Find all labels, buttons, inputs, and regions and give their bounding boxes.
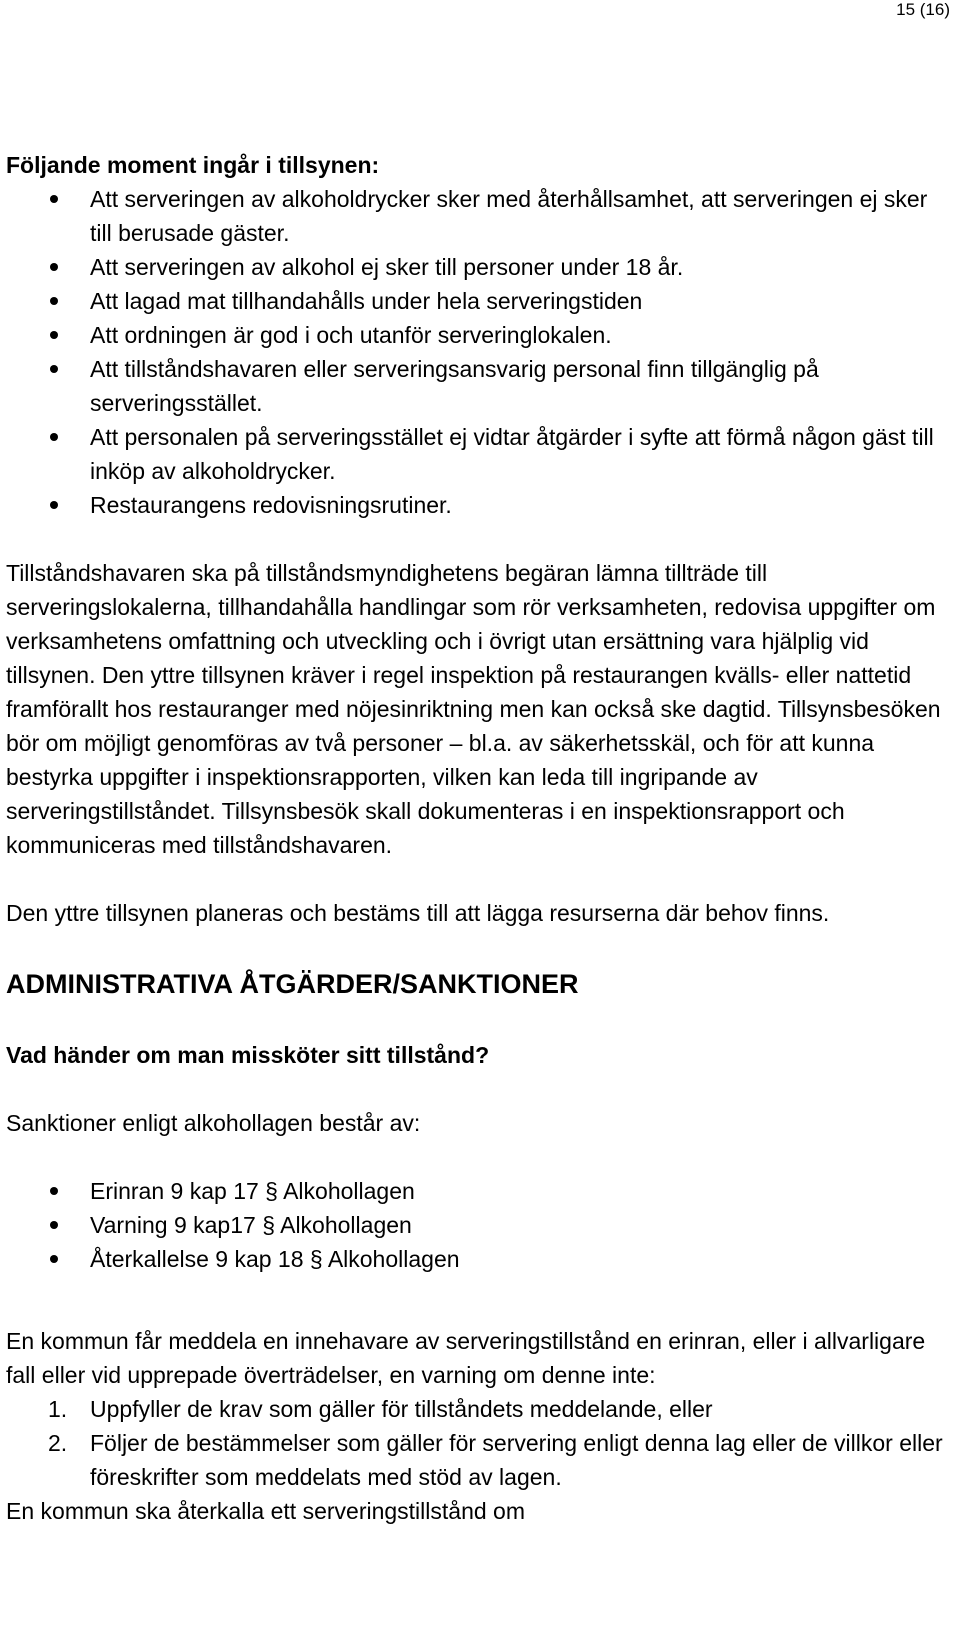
list-text: Följer de bestämmelser som gäller för servering enligt denna lag eller de villkor eller föreskrifter som meddelats med stöd av lagen. <box>90 1430 943 1490</box>
list-item: Att personalen på serveringsstället ej vidtar åtgärder i syfte att förmå någon gäst till inköp av alkoholdrycker. <box>6 420 954 488</box>
list-item: Restaurangens redovisningsrutiner. <box>6 488 954 522</box>
list-item: Att serveringen av alkohol ej sker till personer under 18 år. <box>6 250 954 284</box>
revocation-line: En kommun ska återkalla ett serveringstillstånd om <box>6 1498 525 1524</box>
list-item: Att lagad mat tillhandahålls under hela serveringstiden <box>6 284 954 318</box>
sanctions-subheading: Vad händer om man missköter sitt tillstånd? <box>6 1042 490 1068</box>
list-number: 1. <box>48 1396 68 1422</box>
section-title: ADMINISTRATIVA ÅTGÄRDER/SANKTIONER <box>6 969 579 999</box>
supervision-heading: Följande moment ingår i tillsynen: <box>6 152 380 178</box>
supervision-list <box>6 182 954 522</box>
sanctions-intro: Sanktioner enligt alkohollagen består av: <box>6 1110 421 1136</box>
warning-paragraph: En kommun får meddela en innehavare av serveringstillstånd en erinran, eller i allvarligare fall eller vid upprepade överträdelser, en varning om denne inte: <box>6 1328 926 1388</box>
list-item: Erinran 9 kap 17 § Alkohollagen <box>6 1174 954 1208</box>
list-item: Återkallelse 9 kap 18 § Alkohollagen <box>6 1242 954 1276</box>
list-item <box>6 1392 954 1426</box>
list-item <box>6 1426 954 1494</box>
planning-paragraph: Den yttre tillsynen planeras och bestäms till att lägga resurserna där behov finns. <box>6 900 830 926</box>
sanctions-list <box>6 1174 954 1276</box>
list-text: Uppfyller de krav som gäller för tillståndets meddelande, eller <box>90 1396 713 1422</box>
list-item: Att ordningen är god i och utanför serveringlokalen. <box>6 318 954 352</box>
list-number: 2. <box>48 1430 68 1456</box>
list-item: Att serveringen av alkoholdrycker sker med återhållsamhet, att serveringen ej sker till berusade gäster. <box>6 182 954 250</box>
supervision-paragraph: Tillståndshavaren ska på tillståndsmyndighetens begäran lämna tillträde till serveringslokalerna, tillhandahålla handlingar som rör verksamheten, redovisa uppgifter om verksamhetens omfattning och utveckling och i övrigt utan ersättning vara hjälplig vid tillsynen. Den yttre tillsynen kräver i regel inspektion på restaurangen kvälls- eller nattetid framförallt hos restauranger med nöjesinriktning men kan också ske dagtid. Tillsynsbesöken bör om möjligt genomföras av två personer – bl.a. av säkerhetsskäl, och för att kunna bestyrka uppgifter i inspektionsrapporten, vilken kan leda till ingripande av serveringstillståndet. Tillsynsbesök skall dokumenteras i en inspektionsrapport och kommuniceras med tillståndshavaren. <box>6 560 941 858</box>
conditions-list <box>6 1392 954 1494</box>
list-item: Att tillståndshavaren eller serveringsansvarig personal finn tillgänglig på serveringsstället. <box>6 352 954 420</box>
list-item: Varning 9 kap17 § Alkohollagen <box>6 1208 954 1242</box>
page-number: 15 (16) <box>896 0 950 19</box>
document-body <box>6 148 954 1528</box>
